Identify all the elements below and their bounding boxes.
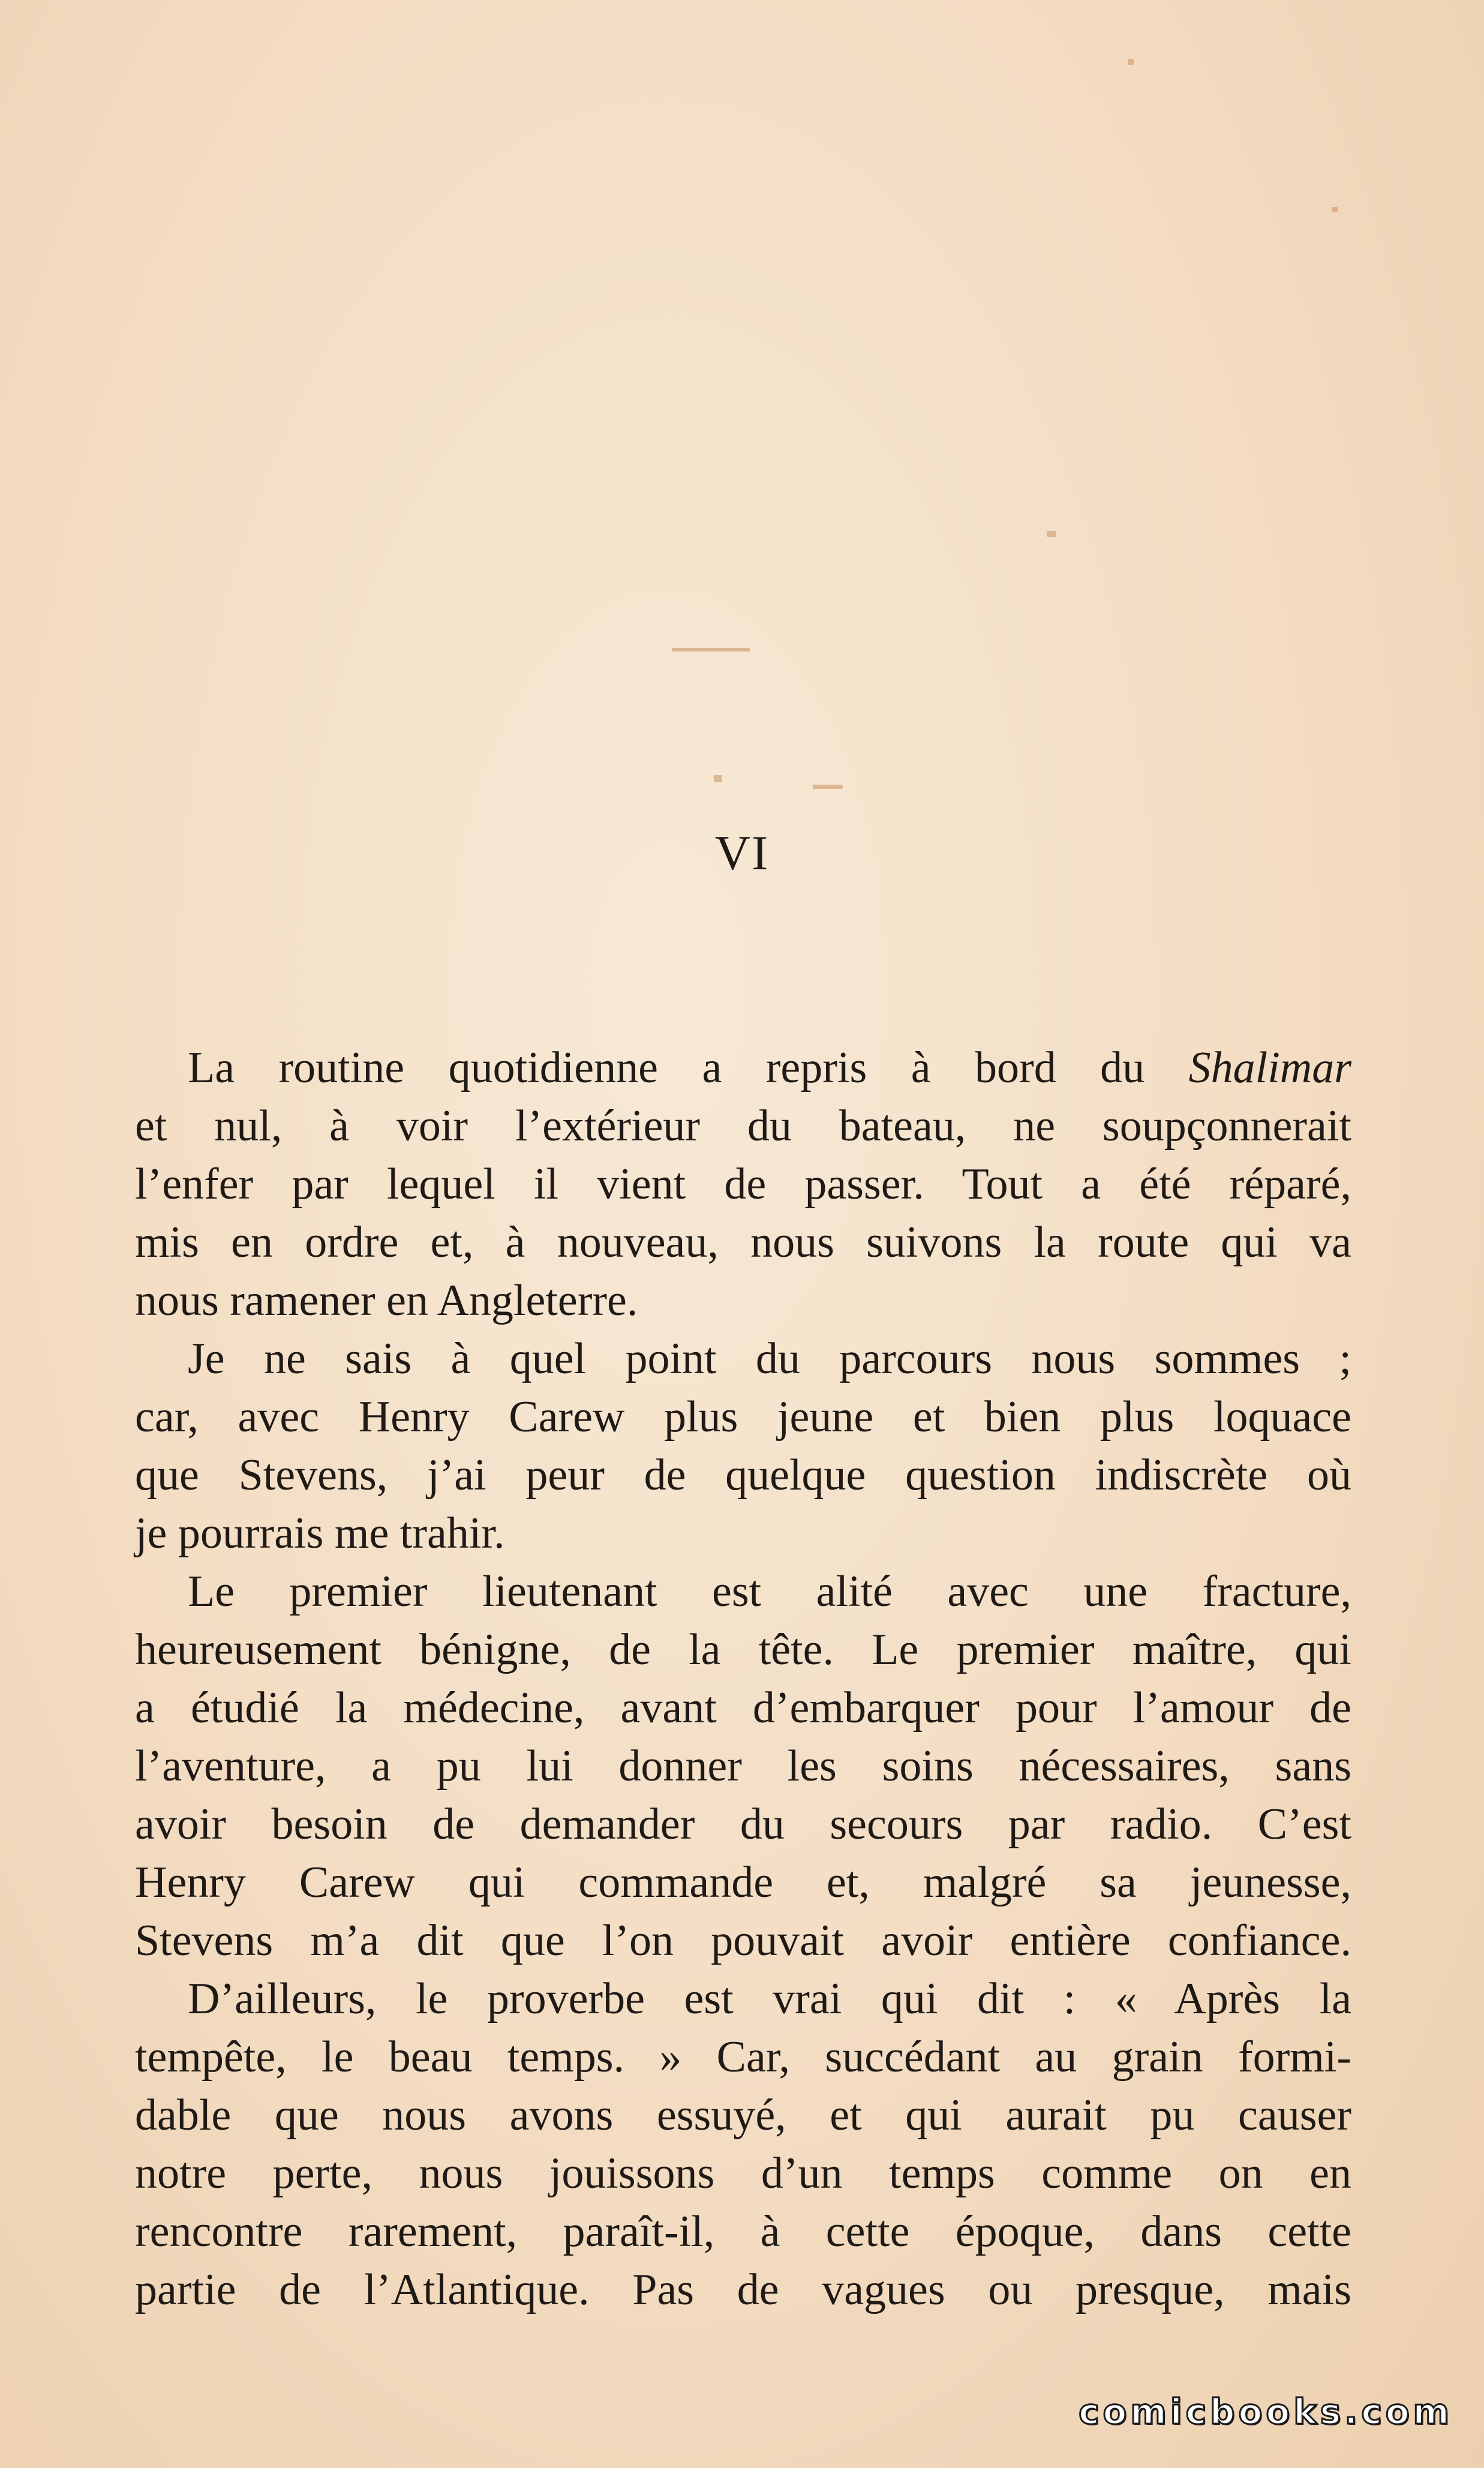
text-line: D’ailleurs, le proverbe est vrai qui dit : « Après la [188,1974,1351,2023]
text-line: mis en ordre et, à nouveau, nous suivons la route qui va [135,1218,1351,1267]
paragraph [135,1970,1351,2319]
paper-speck [1332,207,1338,212]
text-line: tempête, le beau temps. » Car, succédant au grain formi- [135,2032,1351,2082]
text-line: l’aventure, a pu lui donner les soins nécessaires, sans [135,1742,1351,1791]
paper-speck [1047,531,1056,537]
text-line: car, avec Henry Carew plus jeune et bien plus loquace [135,1392,1351,1442]
paper-speck [1128,59,1134,65]
paper-speck [714,775,722,782]
text-line: Henry Carew qui commande et, malgré sa jeunesse, [135,1858,1351,1907]
text-line: que Stevens, j’ai peur de quelque question indiscrète où [135,1451,1351,1500]
paragraph [135,1563,1351,1970]
text-line: nous ramener en Angleterre. [135,1276,638,1325]
paragraph [135,1330,1351,1563]
text-line: Stevens m’a dit que l’on pouvait avoir entière confiance. [135,1916,1351,1965]
text-line: Je ne sais à quel point du parcours nous sommes ; [188,1334,1351,1383]
text-line: Le premier lieutenant est alité avec une fracture, [188,1567,1351,1616]
text-line: et nul, à voir l’extérieur du bateau, ne soupçonnerait [135,1101,1351,1151]
text-line: l’enfer par lequel il vient de passer. Tout a été réparé, [135,1160,1351,1209]
text-line: La routine quotidienne a repris à bord du Shalimar [188,1043,1351,1092]
ship-name: Shalimar [1188,1043,1351,1092]
text-line: heureusement bénigne, de la tête. Le premier maître, qui [135,1625,1351,1674]
text-line: a étudié la médecine, avant d’embarquer pour l’amour de [135,1683,1351,1733]
text-line: je pourrais me trahir. [135,1509,505,1558]
paper-speck [813,785,843,789]
text-line: dable que nous avons essuyé, et qui aurait pu causer [135,2091,1351,2140]
paragraph [135,1039,1351,1330]
text-line: notre perte, nous jouissons d’un temps comme on en [135,2149,1351,2198]
paper-speck [672,648,750,651]
text-line: partie de l’Atlantique. Pas de vagues ou presque, mais [135,2265,1351,2314]
text-line: rencontre rarement, paraît-il, à cette époque, dans cette [135,2207,1351,2256]
body-text [135,1039,1351,2319]
text-line: avoir besoin de demander du secours par radio. C’est [135,1800,1351,1849]
chapter-number: VI [714,825,770,880]
watermark: comicbooks.com [1079,2391,1453,2432]
